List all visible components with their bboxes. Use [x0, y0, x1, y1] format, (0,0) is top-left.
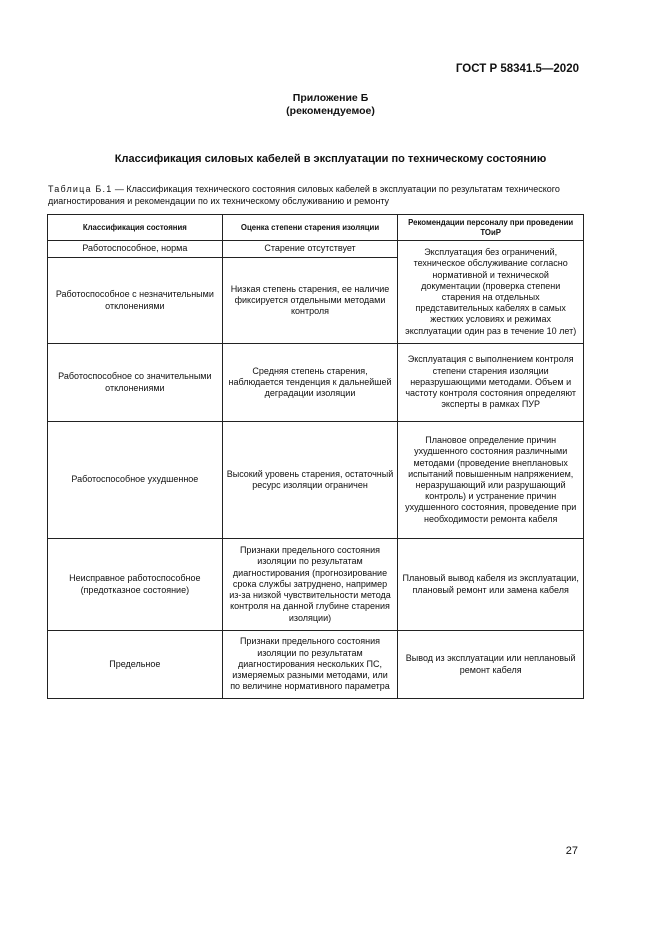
classification-table: [47, 214, 584, 699]
cell-aging: Средняя степень старения, наблюдается тенденция к дальнейшей деградации изоляции: [222, 344, 398, 422]
cell-state: Работоспособное, норма: [48, 241, 223, 258]
cell-aging: Высокий уровень старения, остаточный ресурс изоляции ограничен: [222, 422, 398, 539]
cell-state: Работоспособное с незначительными отклонениями: [48, 258, 223, 344]
header-recommendation: Рекомендации персоналу при проведении ТОиР: [398, 215, 584, 241]
cell-recommendation: Эксплуатация без ограничений, техническое обслуживание согласно нормативной и технической документации (проверка степени старения на отдельных представительных кабелях в самых жестких условиях и режимах эксплуатации один раз в течение 10 лет): [398, 241, 584, 344]
cell-state: Работоспособное со значительными отклонениями: [48, 344, 223, 422]
table-caption-text: — Классификация технического состояния силовых кабелей в эксплуатации по результатам технического диагностирования и рекомендации по их техническому обслуживанию и ремонту: [48, 184, 560, 206]
cell-state: Предельное: [48, 631, 223, 699]
table-row: [48, 241, 584, 258]
table-row: [48, 344, 584, 422]
cell-aging: Низкая степень старения, ее наличие фиксируется отдельными методами контроля: [222, 258, 398, 344]
table-row: [48, 631, 584, 699]
header-aging: Оценка степени старения изоляции: [222, 215, 398, 241]
cell-state: Неисправное работоспособное (предотказное состояние): [48, 539, 223, 631]
cell-state: Работоспособное ухудшенное: [48, 422, 223, 539]
table-header-row: [48, 215, 584, 241]
table-caption: [48, 184, 616, 207]
standard-designation: ГОСТ Р 58341.5—2020: [455, 63, 579, 75]
cell-aging: Старение отсутствует: [222, 241, 398, 258]
appendix-heading: [0, 92, 661, 118]
cell-recommendation: Плановое определение причин ухудшенного состояния различными методами (проведение внеплановых испытаний повышенным напряжением, неразрушающий или разрушающий контроль) и устранение причин ухудшенного состояния, проведение при необходимости ремонта кабеля: [398, 422, 584, 539]
table-caption-label: Таблица Б.1: [48, 184, 113, 194]
table-row: [48, 422, 584, 539]
appendix-subtitle: (рекомендуемое): [286, 105, 375, 117]
page-number: 27: [565, 845, 578, 857]
header-state: Классификация состояния: [48, 215, 223, 241]
cell-aging: Признаки предельного состояния изоляции по результатам диагностирования нескольких ПС, измеряемых разными методами, или по величине нормативного параметра: [222, 631, 398, 699]
cell-recommendation: Плановый вывод кабеля из эксплуатации, плановый ремонт или замена кабеля: [398, 539, 584, 631]
section-title: Классификация силовых кабелей в эксплуатации по техническому состоянию: [114, 153, 547, 165]
table-row: [48, 539, 584, 631]
cell-recommendation: Вывод из эксплуатации или неплановый ремонт кабеля: [398, 631, 584, 699]
appendix-title: Приложение Б: [292, 92, 369, 104]
cell-aging: Признаки предельного состояния изоляции по результатам диагностирования (прогнозирование срока службы затруднено, например из-за низкой чувствительности метода контроля на данной глубине старения изоляции): [222, 539, 398, 631]
cell-recommendation: Эксплуатация с выполнением контроля степени старения изоляции неразрушающими методами. Объем и частоту контроля состояния определяют эксперты в рамках ПУР: [398, 344, 584, 422]
